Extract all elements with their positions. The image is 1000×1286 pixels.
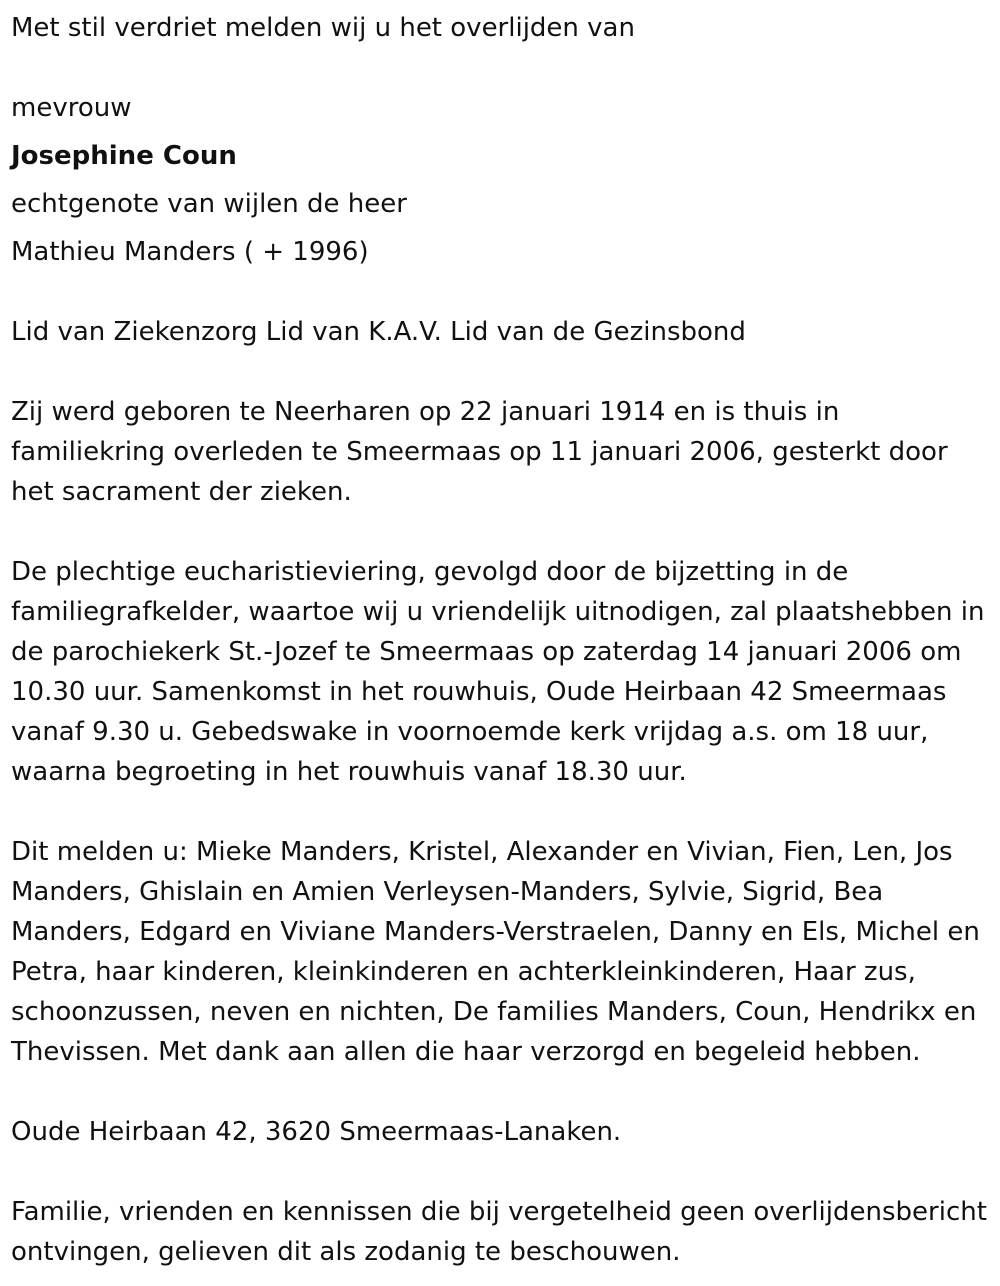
closing-paragraph: Familie, vrienden en kennissen die bij vergetelheid geen overlijdensbericht ontvingen, gelieven dit als zodanig te beschouwen. xyxy=(11,1197,987,1267)
memberships: Lid van Ziekenzorg Lid van K.A.V. Lid van de Gezinsbond xyxy=(11,317,746,347)
obituary-notice xyxy=(11,8,991,1272)
family-paragraph: Dit melden u: Mieke Manders, Kristel, Alexander en Vivian, Fien, Len, Jos Manders, Ghislain en Amien Verleysen-Manders, Sylvie, Sigrid, Bea Manders, Edgard en Viviane Manders-Verstraelen, Danny en Els, Michel en Petra, haar kinderen, kleinkinderen en achterkleinkinderen, Haar zus, schoonzussen, neven en nichten, De families Manders, Coun, Hendrikx en Thevissen. Met dank aan allen die haar verzorgd en begeleid hebben. xyxy=(11,837,980,1067)
intro-text: Met stil verdriet melden wij u het overlijden van xyxy=(11,13,635,43)
deceased-name: Josephine Coun xyxy=(11,141,237,171)
salutation: mevrouw xyxy=(11,93,132,123)
spouse-line-1: echtgenote van wijlen de heer xyxy=(11,189,407,219)
spouse-line-2: Mathieu Manders ( + 1996) xyxy=(11,237,369,267)
birth-death-paragraph: Zij werd geboren te Neerharen op 22 januari 1914 en is thuis in familiekring overleden te Smeermaas op 11 januari 2006, gesterkt door het sacrament der zieken. xyxy=(11,397,948,507)
ceremony-paragraph: De plechtige eucharistieviering, gevolgd door de bijzetting in de familiegrafkelder, waartoe wij u vriendelijk uitnodigen, zal plaatshebben in de parochiekerk St.-Jozef te Smeermaas op zaterdag 14 januari 2006 om 10.30 uur. Samenkomst in het rouwhuis, Oude Heirbaan 42 Smeermaas vanaf 9.30 u. Gebedswake in voornoemde kerk vrijdag a.s. om 18 uur, waarna begroeting in het rouwhuis vanaf 18.30 uur. xyxy=(11,557,985,787)
address: Oude Heirbaan 42, 3620 Smeermaas-Lanaken. xyxy=(11,1117,622,1147)
